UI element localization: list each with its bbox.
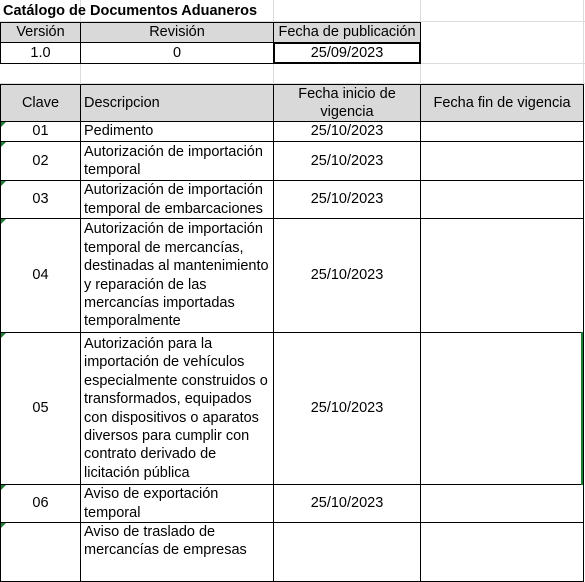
cell-clave[interactable]: 05: [0, 332, 81, 485]
cell-fecha-inicio[interactable]: 25/10/2023: [273, 218, 421, 333]
column-header-clave[interactable]: Clave: [0, 84, 81, 122]
cell-fecha-fin[interactable]: [420, 484, 584, 523]
cell-fecha-fin[interactable]: [420, 332, 584, 485]
cell-error-indicator-icon: [1, 181, 6, 186]
cell-fecha-fin[interactable]: [420, 121, 584, 142]
meta-header-publication-date[interactable]: Fecha de publicación: [273, 22, 421, 43]
column-header-descripcion[interactable]: Descripcion: [80, 84, 274, 122]
cell-descripcion[interactable]: Autorización de importación temporal de mercancías, destinadas al mantenimiento y reparación de las mercancías importadas temporalmente: [80, 218, 274, 333]
cell-fecha-inicio[interactable]: [273, 522, 421, 582]
meta-value-version[interactable]: 1.0: [0, 42, 81, 64]
cell-descripcion[interactable]: Aviso de traslado de mercancías de empresas: [80, 522, 274, 582]
cell-descripcion[interactable]: Aviso de exportación temporal: [80, 484, 274, 523]
sheet-title[interactable]: Catálogo de Documentos Aduaneros: [3, 2, 258, 19]
cell-fecha-fin[interactable]: [420, 218, 584, 333]
cell-clave[interactable]: 02: [0, 141, 81, 181]
meta-value-publication-date[interactable]: 25/09/2023: [273, 42, 421, 64]
cell-clave[interactable]: 06: [0, 484, 81, 523]
meta-header-revision[interactable]: Revisión: [80, 22, 274, 43]
meta-header-version[interactable]: Versión: [0, 22, 81, 43]
selection-border: [581, 332, 583, 485]
cell-clave[interactable]: 01: [0, 121, 81, 142]
column-header-fecha-fin[interactable]: Fecha fin de vigencia: [420, 84, 584, 122]
cell-error-indicator-icon: [1, 485, 6, 490]
cell-descripcion[interactable]: Autorización de importación temporal de embarcaciones: [80, 180, 274, 219]
cell-error-indicator-icon: [1, 219, 6, 224]
cell-clave[interactable]: 03: [0, 180, 81, 219]
cell-fecha-fin[interactable]: [420, 522, 584, 582]
cell-clave[interactable]: [0, 522, 81, 582]
cell-fecha-inicio[interactable]: 25/10/2023: [273, 180, 421, 219]
cell-fecha-inicio[interactable]: 25/10/2023: [273, 121, 421, 142]
meta-value-revision[interactable]: 0: [80, 42, 274, 64]
cell-fecha-inicio[interactable]: 25/10/2023: [273, 332, 421, 485]
cell-fecha-inicio[interactable]: 25/10/2023: [273, 484, 421, 523]
cell-descripcion[interactable]: Autorización de importación temporal: [80, 141, 274, 181]
cell-error-indicator-icon: [1, 333, 6, 338]
cell-fecha-fin[interactable]: [420, 141, 584, 181]
cell-clave[interactable]: 04: [0, 218, 81, 333]
cell-error-indicator-icon: [1, 523, 6, 528]
cell-error-indicator-icon: [1, 122, 6, 127]
column-header-fecha-inicio[interactable]: Fecha inicio de vigencia: [273, 84, 421, 122]
cell-error-indicator-icon: [1, 142, 6, 147]
cell-fecha-fin[interactable]: [420, 180, 584, 219]
cell-fecha-inicio[interactable]: 25/10/2023: [273, 141, 421, 181]
cell-descripcion[interactable]: Pedimento: [80, 121, 274, 142]
cell-descripcion[interactable]: Autorización para la importación de vehículos especialmente construidos o transformados, equipados con dispositivos o aparatos diversos para cumplir con contrato derivado de licitación pública: [80, 332, 274, 485]
